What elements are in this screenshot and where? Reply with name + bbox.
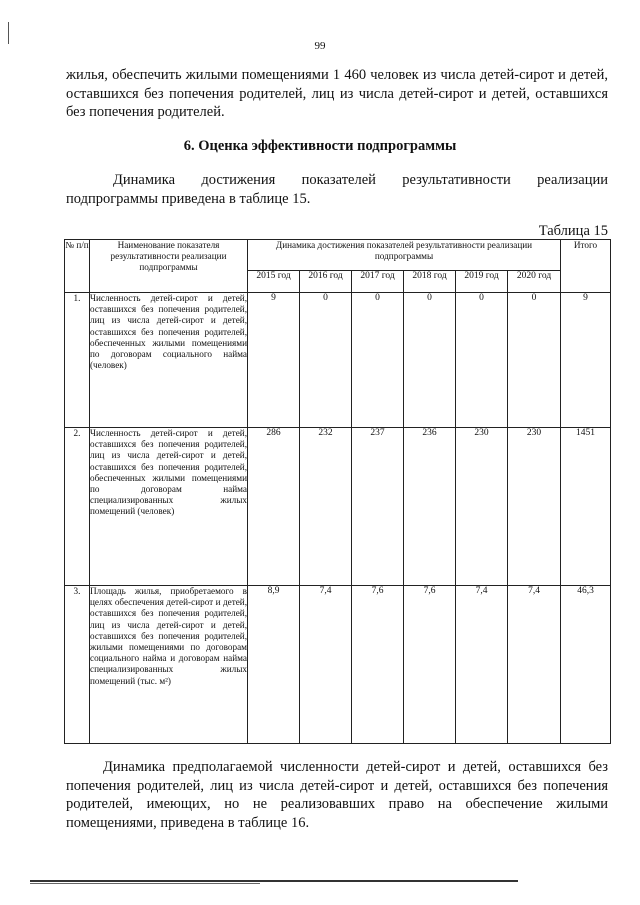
header-dynamics: Динамика достижения показателей результативности реализации подпрограммы xyxy=(248,240,561,271)
header-year: 2018 год xyxy=(404,271,456,293)
row-value: 0 xyxy=(352,293,404,428)
row-number: 3. xyxy=(65,586,90,744)
table-row xyxy=(65,428,611,586)
row-value: 236 xyxy=(404,428,456,586)
row-indicator-name: Численность детей-сирот и детей, оставшихся без попечения родителей, лиц из числа детей-сирот и детей, оставшихся без попечения родителей, обеспеченных жилыми помещениями по договорам найма специализированных жилых помещений (человек) xyxy=(90,428,248,586)
paragraph-closing: Динамика предполагаемой численности детей-сирот и детей, оставшихся без попечения родителей, лиц из числа детей-сирот и детей, оставшихся без попечения родителей, имеющих, но не реализовавших право на обеспечение жилыми помещениями, приведена в таблице 16. xyxy=(66,759,608,831)
table-row xyxy=(65,586,611,744)
footer-rule-secondary xyxy=(30,883,260,884)
row-value: 0 xyxy=(404,293,456,428)
row-indicator-name: Численность детей-сирот и детей, оставшихся без попечения родителей, лиц из числа детей-сирот и детей, оставшихся без попечения родителей, обеспеченных жилыми помещениями по договорам социального найма (человек) xyxy=(90,293,248,428)
row-value: 237 xyxy=(352,428,404,586)
row-value: 286 xyxy=(248,428,300,586)
header-year: 2019 год xyxy=(456,271,508,293)
row-value: 9 xyxy=(248,293,300,428)
row-value: 230 xyxy=(456,428,508,586)
row-number: 2. xyxy=(65,428,90,586)
table-caption: Таблица 15 xyxy=(538,223,608,239)
row-value: 7,6 xyxy=(404,586,456,744)
row-value: 7,4 xyxy=(456,586,508,744)
section-title: 6. Оценка эффективности подпрограммы xyxy=(183,138,457,154)
paragraph-intro: жилья, обеспечить жилыми помещениями 1 460 человек из числа детей-сирот и детей, оставшихся без попечения родителей, лиц из числа детей-сирот и детей, оставшихся без попечения родителей. xyxy=(66,67,608,120)
row-total: 9 xyxy=(561,293,611,428)
row-total: 1451 xyxy=(561,428,611,586)
table-row xyxy=(65,293,611,428)
row-value: 0 xyxy=(456,293,508,428)
row-value: 0 xyxy=(300,293,352,428)
header-indicator-name: Наименование показателя результативности реализации подпрограммы xyxy=(90,240,248,293)
row-value: 0 xyxy=(508,293,561,428)
row-value: 7,4 xyxy=(300,586,352,744)
row-value: 8,9 xyxy=(248,586,300,744)
header-total: Итого xyxy=(561,240,611,293)
row-indicator-name: Площадь жилья, приобретаемого в целях обеспечения детей-сирот и детей, оставшихся без попечения родителей, лиц из числа детей-сирот и детей, оставшихся без попечения родителей, жилыми помещениями по договорам социального найма и договорам найма специализированных жилых помещений (тыс. м²) xyxy=(90,586,248,744)
indicators-table xyxy=(64,239,611,744)
row-value: 232 xyxy=(300,428,352,586)
footer-rule xyxy=(30,880,518,882)
header-year: 2015 год xyxy=(248,271,300,293)
row-number: 1. xyxy=(65,293,90,428)
row-value: 7,6 xyxy=(352,586,404,744)
header-year: 2016 год xyxy=(300,271,352,293)
row-value: 230 xyxy=(508,428,561,586)
paragraph-table-reference: Динамика достижения показателей результативности реализации подпрограммы приведена в таблице 15. xyxy=(66,172,608,207)
row-total: 46,3 xyxy=(561,586,611,744)
page-number: 99 xyxy=(314,40,326,52)
header-year: 2020 год xyxy=(508,271,561,293)
header-year: 2017 год xyxy=(352,271,404,293)
header-number: № п/п xyxy=(65,240,90,293)
row-value: 7,4 xyxy=(508,586,561,744)
